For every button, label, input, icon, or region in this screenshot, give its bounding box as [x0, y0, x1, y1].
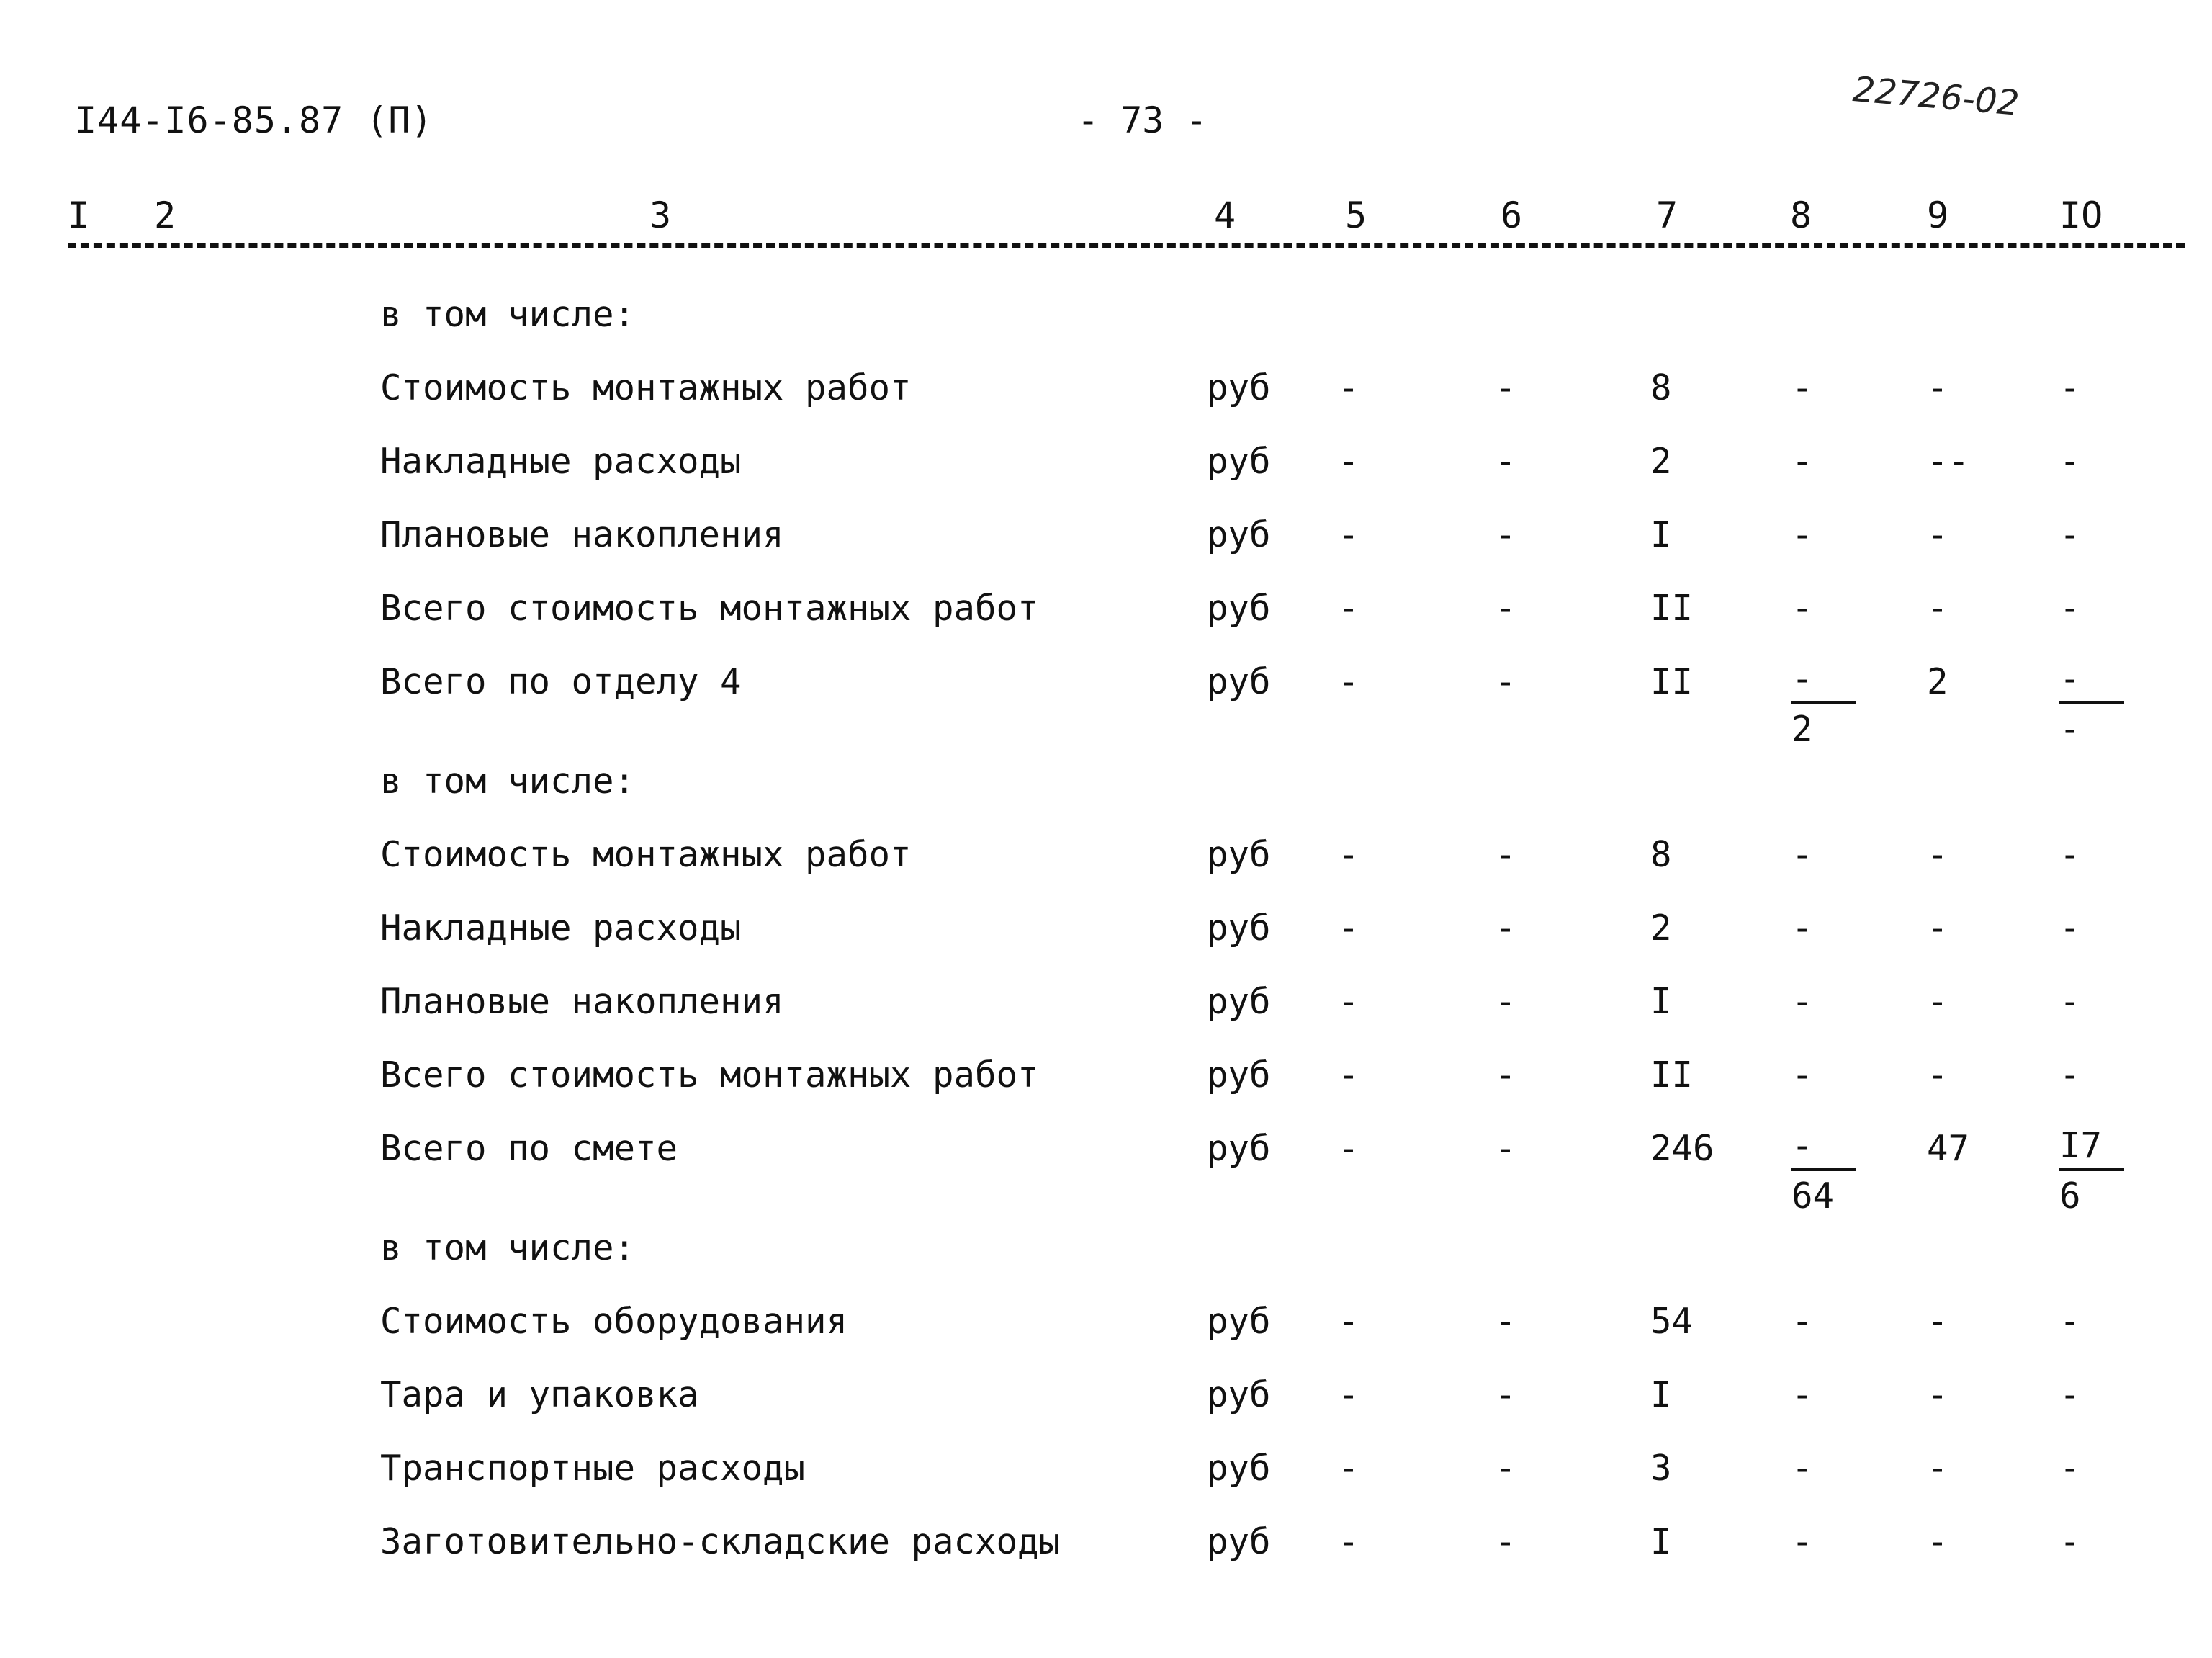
value-cell-c8: -: [1791, 834, 1813, 875]
value-cell-c9: -: [1927, 1301, 1948, 1342]
page-number: - 73 -: [1077, 99, 1208, 141]
value-cell-c8: -: [1791, 367, 1813, 408]
value-cell-c5: -: [1338, 1448, 1359, 1489]
value-cell-c8: [1791, 658, 1856, 750]
column-number-9: 9: [1927, 194, 1949, 236]
column-number-1: I: [68, 194, 90, 236]
value-cell-c9: -: [1927, 1054, 1948, 1095]
row-label: Плановые накопления: [380, 981, 784, 1022]
value-cell-c7: 2: [1650, 441, 1672, 482]
value-cell-c8: -: [1791, 1301, 1813, 1342]
value-cell-c8: -: [1791, 588, 1813, 629]
row-label: в том числе:: [380, 1227, 636, 1268]
table-row: [0, 761, 2212, 818]
value-cell-c7: I: [1650, 514, 1672, 555]
value-cell-c9: -: [1927, 834, 1948, 875]
fraction-denominator: 64: [1791, 1175, 1835, 1216]
unit-cell: руб: [1207, 588, 1271, 629]
value-cell-c5: -: [1338, 1301, 1359, 1342]
value-cell-c6: -: [1495, 1301, 1516, 1342]
unit-cell: руб: [1207, 514, 1271, 555]
fraction-value: [2059, 658, 2124, 750]
table-row: [0, 834, 2212, 892]
row-label: в том числе:: [380, 294, 636, 335]
value-cell-c5: -: [1338, 1054, 1359, 1095]
column-number-5: 5: [1345, 194, 1367, 236]
value-cell-c10: -: [2059, 514, 2081, 555]
column-number-3: 3: [649, 194, 672, 236]
value-cell-c8: -: [1791, 514, 1813, 555]
row-label: Заготовительно-складские расходы: [380, 1521, 1061, 1562]
value-cell-c7: 2: [1650, 908, 1672, 949]
unit-cell: руб: [1207, 1301, 1271, 1342]
value-cell-c7: II: [1650, 1054, 1694, 1095]
row-label: Стоимость монтажных работ: [380, 367, 912, 408]
value-cell-c9: -: [1927, 981, 1948, 1022]
unit-cell: руб: [1207, 981, 1271, 1022]
fraction-denominator: -: [2059, 709, 2081, 750]
value-cell-c7: 54: [1650, 1301, 1694, 1342]
value-cell-c6: -: [1495, 367, 1516, 408]
value-cell-c9: -: [1927, 514, 1948, 555]
table-row: [0, 658, 2212, 750]
fraction-denominator: 6: [2059, 1175, 2081, 1216]
row-label: Накладные расходы: [380, 908, 742, 949]
value-cell-c8: -: [1791, 1448, 1813, 1489]
unit-cell: руб: [1207, 1448, 1271, 1489]
table-row: [0, 514, 2212, 572]
unit-cell: руб: [1207, 1521, 1271, 1562]
table-row: [0, 1521, 2212, 1579]
fraction-value: [1791, 658, 1856, 750]
header-rule: [68, 243, 2185, 248]
value-cell-c10: -: [2059, 367, 2081, 408]
value-cell-c7: I: [1650, 1374, 1672, 1415]
value-cell-c6: -: [1495, 661, 1516, 702]
value-cell-c10: [2059, 658, 2124, 750]
value-cell-c6: -: [1495, 1521, 1516, 1562]
value-cell-c5: -: [1338, 367, 1359, 408]
table-row: [0, 588, 2212, 645]
value-cell-c8: -: [1791, 1054, 1813, 1095]
value-cell-c8: -: [1791, 1374, 1813, 1415]
value-cell-c6: -: [1495, 908, 1516, 949]
table-row: [0, 294, 2212, 351]
value-cell-c6: -: [1495, 514, 1516, 555]
value-cell-c5: -: [1338, 514, 1359, 555]
value-cell-c6: -: [1495, 588, 1516, 629]
row-label: Стоимость монтажных работ: [380, 834, 912, 875]
row-label: Накладные расходы: [380, 441, 742, 482]
column-number-8: 8: [1790, 194, 1812, 236]
column-number-6: 6: [1501, 194, 1523, 236]
value-cell-c5: -: [1338, 1374, 1359, 1415]
unit-cell: руб: [1207, 1128, 1271, 1169]
table-row: [0, 1374, 2212, 1432]
row-label: Всего по отделу 4: [380, 661, 742, 702]
row-label: Тара и упаковка: [380, 1374, 699, 1415]
fraction-value: [1791, 1125, 1856, 1216]
row-label: Всего стоимость монтажных работ: [380, 1054, 1039, 1095]
value-cell-c7: I: [1650, 981, 1672, 1022]
row-label: Транспортные расходы: [380, 1448, 806, 1489]
value-cell-c10: -: [2059, 1054, 2081, 1095]
fraction-numerator: I7: [2059, 1128, 2124, 1171]
value-cell-c10: -: [2059, 1448, 2081, 1489]
table-row: [0, 981, 2212, 1039]
row-label: в том числе:: [380, 761, 636, 802]
value-cell-c10: [2059, 1125, 2124, 1216]
value-cell-c5: -: [1338, 588, 1359, 629]
value-cell-c9: -: [1927, 1374, 1948, 1415]
value-cell-c10: -: [2059, 588, 2081, 629]
fraction-numerator: -: [2059, 661, 2124, 704]
handwritten-number: 22726-02: [1851, 69, 2021, 124]
value-cell-c5: -: [1338, 1521, 1359, 1562]
value-cell-c9: -: [1927, 908, 1948, 949]
value-cell-c7: II: [1650, 588, 1694, 629]
unit-cell: руб: [1207, 1374, 1271, 1415]
unit-cell: руб: [1207, 367, 1271, 408]
row-label: Стоимость оборудования: [380, 1301, 848, 1342]
document-code: I44-I6-85.87 (П): [75, 99, 433, 141]
value-cell-c7: 8: [1650, 367, 1672, 408]
unit-cell: руб: [1207, 908, 1271, 949]
value-cell-c7: 8: [1650, 834, 1672, 875]
column-number-10: IO: [2059, 194, 2103, 236]
unit-cell: руб: [1207, 441, 1271, 482]
value-cell-c9: 2: [1927, 661, 1948, 702]
value-cell-c10: -: [2059, 981, 2081, 1022]
value-cell-c6: -: [1495, 441, 1516, 482]
row-label: Всего по смете: [380, 1128, 678, 1169]
value-cell-c5: -: [1338, 981, 1359, 1022]
value-cell-c5: -: [1338, 908, 1359, 949]
value-cell-c8: -: [1791, 981, 1813, 1022]
table-row: [0, 908, 2212, 965]
column-number-4: 4: [1214, 194, 1236, 236]
column-number-7: 7: [1656, 194, 1678, 236]
row-label: Плановые накопления: [380, 514, 784, 555]
value-cell-c5: -: [1338, 834, 1359, 875]
value-cell-c6: -: [1495, 834, 1516, 875]
fraction-numerator: -: [1791, 661, 1856, 704]
unit-cell: руб: [1207, 834, 1271, 875]
value-cell-c7: 3: [1650, 1448, 1672, 1489]
value-cell-c10: -: [2059, 834, 2081, 875]
value-cell-c7: II: [1650, 661, 1694, 702]
value-cell-c6: -: [1495, 981, 1516, 1022]
value-cell-c8: [1791, 1125, 1856, 1216]
value-cell-c6: -: [1495, 1054, 1516, 1095]
table-row: [0, 1125, 2212, 1216]
value-cell-c6: -: [1495, 1374, 1516, 1415]
value-cell-c10: -: [2059, 441, 2081, 482]
table-row: [0, 1301, 2212, 1358]
value-cell-c5: -: [1338, 661, 1359, 702]
fraction-denominator: 2: [1791, 709, 1813, 750]
value-cell-c9: 47: [1927, 1128, 1970, 1169]
value-cell-c9: -: [1927, 1448, 1948, 1489]
value-cell-c7: I: [1650, 1521, 1672, 1562]
value-cell-c9: --: [1927, 441, 1970, 482]
unit-cell: руб: [1207, 661, 1271, 702]
value-cell-c9: -: [1927, 1521, 1948, 1562]
value-cell-c10: -: [2059, 1301, 2081, 1342]
table-row: [0, 1227, 2212, 1285]
value-cell-c5: -: [1338, 1128, 1359, 1169]
row-label: Всего стоимость монтажных работ: [380, 588, 1039, 629]
value-cell-c7: 246: [1650, 1128, 1714, 1169]
value-cell-c9: -: [1927, 588, 1948, 629]
value-cell-c10: -: [2059, 908, 2081, 949]
value-cell-c10: -: [2059, 1374, 2081, 1415]
column-number-header: [68, 194, 2185, 245]
value-cell-c6: -: [1495, 1128, 1516, 1169]
value-cell-c8: -: [1791, 441, 1813, 482]
value-cell-c6: -: [1495, 1448, 1516, 1489]
unit-cell: руб: [1207, 1054, 1271, 1095]
value-cell-c9: -: [1927, 367, 1948, 408]
value-cell-c8: -: [1791, 908, 1813, 949]
column-number-2: 2: [154, 194, 176, 236]
value-cell-c8: -: [1791, 1521, 1813, 1562]
fraction-value: [2059, 1125, 2124, 1216]
fraction-numerator: -: [1791, 1128, 1856, 1171]
value-cell-c10: -: [2059, 1521, 2081, 1562]
table-row: [0, 1054, 2212, 1112]
table-row: [0, 367, 2212, 425]
table-row: [0, 1448, 2212, 1505]
table-row: [0, 441, 2212, 498]
value-cell-c5: -: [1338, 441, 1359, 482]
